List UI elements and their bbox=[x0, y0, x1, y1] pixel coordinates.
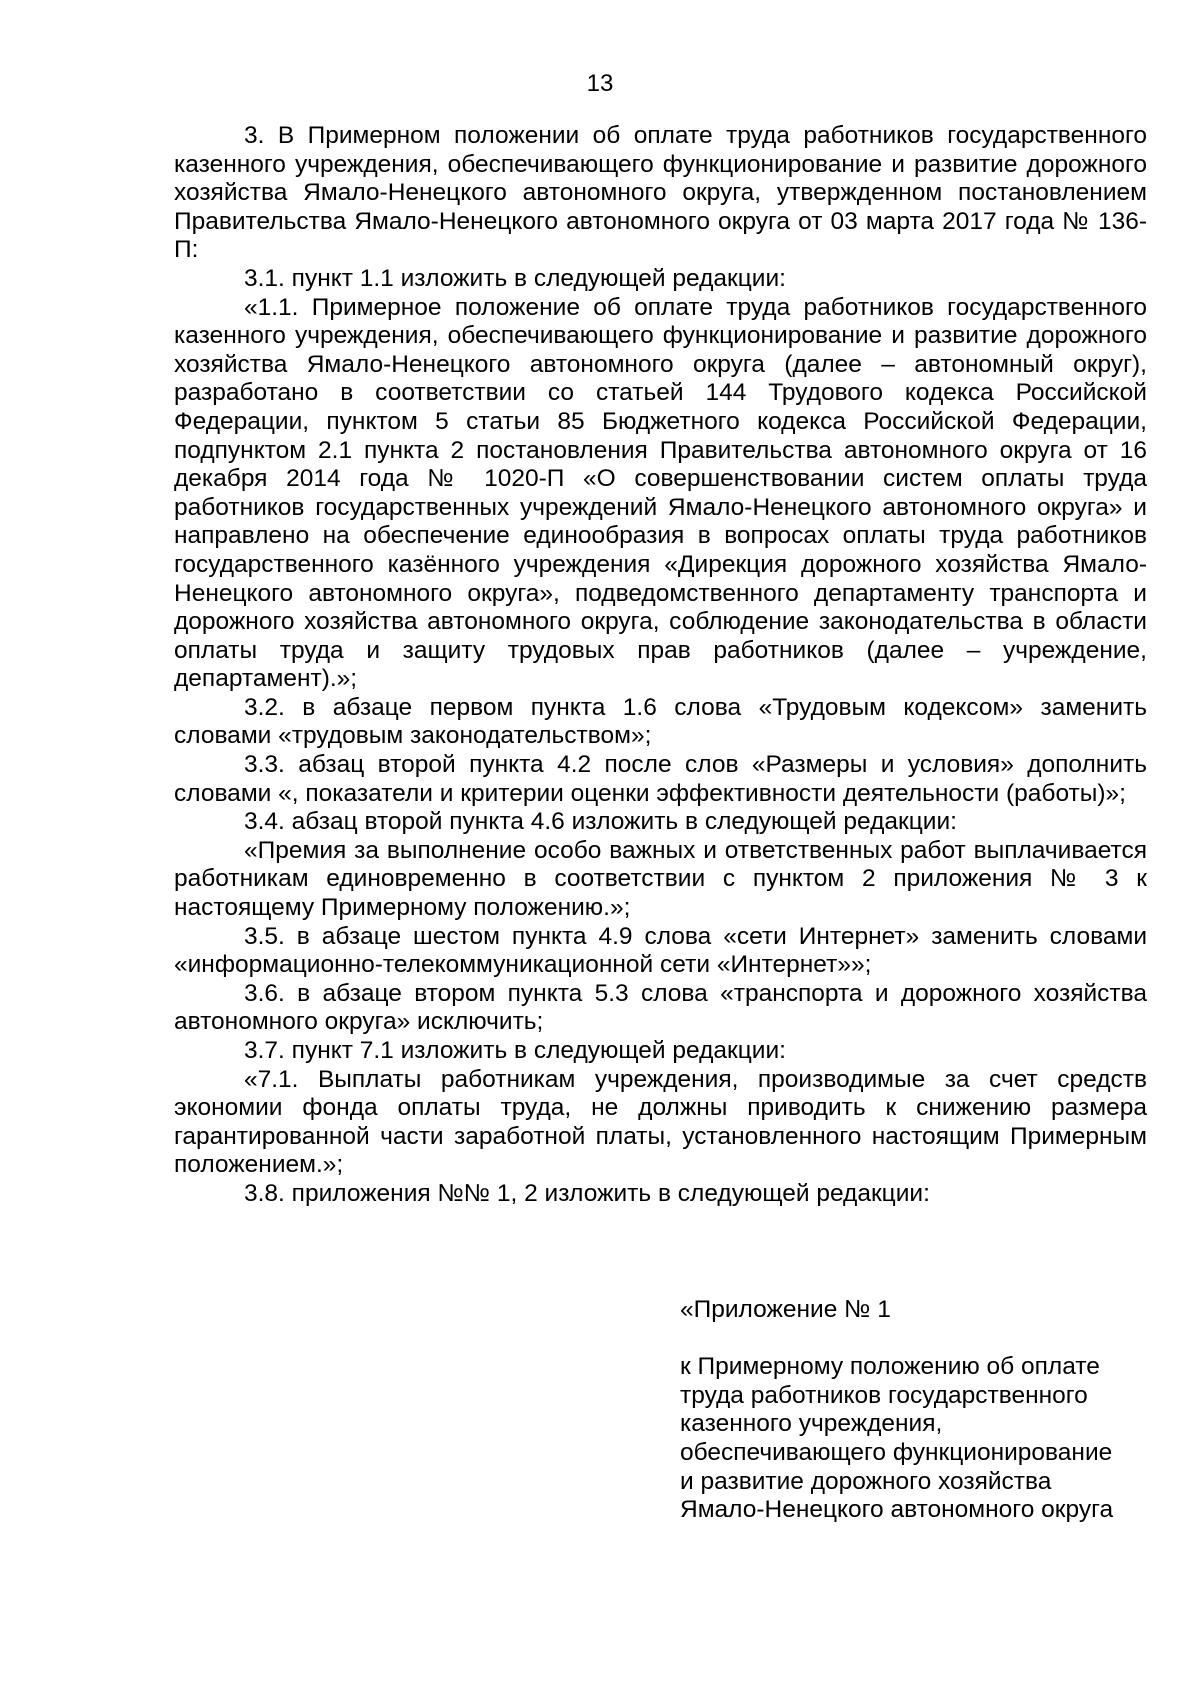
appendix-title: «Приложение № 1 bbox=[680, 1296, 891, 1323]
document-body bbox=[174, 122, 1147, 1209]
appendix-caption-line: труда работников государственного bbox=[680, 1381, 1088, 1409]
appendix-caption-line: к Примерному положению об оплате bbox=[680, 1353, 1100, 1381]
paragraph: «Премия за выполнение особо важных и ответственных работ выплачивается работникам единовременно в соответствии с пунктом 2 приложения № 3 к настоящему Примерному положению.»; bbox=[174, 836, 1147, 922]
paragraph: 3.2. в абзаце первом пункта 1.6 слова «Трудовым кодексом» заменить словами «трудовым законодательством»; bbox=[174, 693, 1147, 750]
paragraph: 3.4. абзац второй пункта 4.6 изложить в следующей редакции: bbox=[244, 808, 957, 836]
paragraph: 3.7. пункт 7.1 изложить в следующей редакции: bbox=[244, 1037, 786, 1064]
page-number: 13 bbox=[586, 70, 614, 97]
paragraph: «7.1. Выплаты работникам учреждения, производимые за счет средств экономии фонда оплаты труда, не должны приводить к снижению размера гарантированной части заработной платы, установленного настоящим Примерным положением.»; bbox=[174, 1065, 1147, 1179]
appendix-caption-line: казенного учреждения, bbox=[680, 1410, 943, 1438]
paragraph: 3.5. в абзаце шестом пункта 4.9 слова «сети Интернет» заменить словами «информационно-телекоммуникационной сети «Интернет»»; bbox=[174, 922, 1147, 979]
appendix-caption-line: и развитие дорожного хозяйства bbox=[680, 1467, 1052, 1495]
paragraph: 3.3. абзац второй пункта 4.2 после слов «Размеры и условия» дополнить словами «, показатели и критерии оценки эффективности деятельности (работы)»; bbox=[174, 751, 1147, 807]
paragraph: 3.6. в абзаце втором пункта 5.3 слова «транспорта и дорожного хозяйства автономного округа» исключить; bbox=[174, 979, 1147, 1036]
paragraph: 3.8. приложения №№ 1, 2 изложить в следующей редакции: bbox=[244, 1179, 930, 1207]
appendix-header bbox=[680, 1296, 1180, 1525]
appendix-caption-line: обеспечивающего функционирование bbox=[680, 1438, 1113, 1466]
appendix-caption-line: Ямало-Ненецкого автономного округа bbox=[680, 1496, 1114, 1524]
paragraph: 3. В Примерном положении об оплате труда работников государственного казенного учреждения, обеспечивающего функционирование и развитие дорожного хозяйства Ямало-Ненецкого автономного округа, утвержденном постановлением Правительства Ямало-Ненецкого автономного округа от 03 марта 2017 года № 136-П: bbox=[174, 122, 1147, 264]
paragraph: 3.1. пункт 1.1 изложить в следующей редакции: bbox=[244, 264, 786, 292]
paragraph: «1.1. Примерное положение об оплате труда работников государственного казенного учреждения, обеспечивающего функционирование и развитие дорожного хозяйства Ямало-Ненецкого автономного округа (далее – автономный округ), разработано в соответствии со статьей 144 Трудового кодекса Российской Федерации, пунктом 5 статьи 85 Бюджетного кодекса Российской Федерации, подпунктом 2.1 пункта 2 постановления Правительства автономного округа от 16 декабря 2014 года № 1020-П «О совершенствовании систем оплаты труда работников государственных учреждений Ямало-Ненецкого автономного округа» и направлено на обеспечение единообразия в вопросах оплаты труда работников государственного казённого учреждения «Дирекция дорожного хозяйства Ямало-Ненецкого автономного округа», подведомственного департаменту транспорта и дорожного хозяйства автономного округа, соблюдение законодательства в области оплаты труда и защиту трудовых прав работников (далее – учреждение, департамент).»; bbox=[174, 293, 1147, 693]
